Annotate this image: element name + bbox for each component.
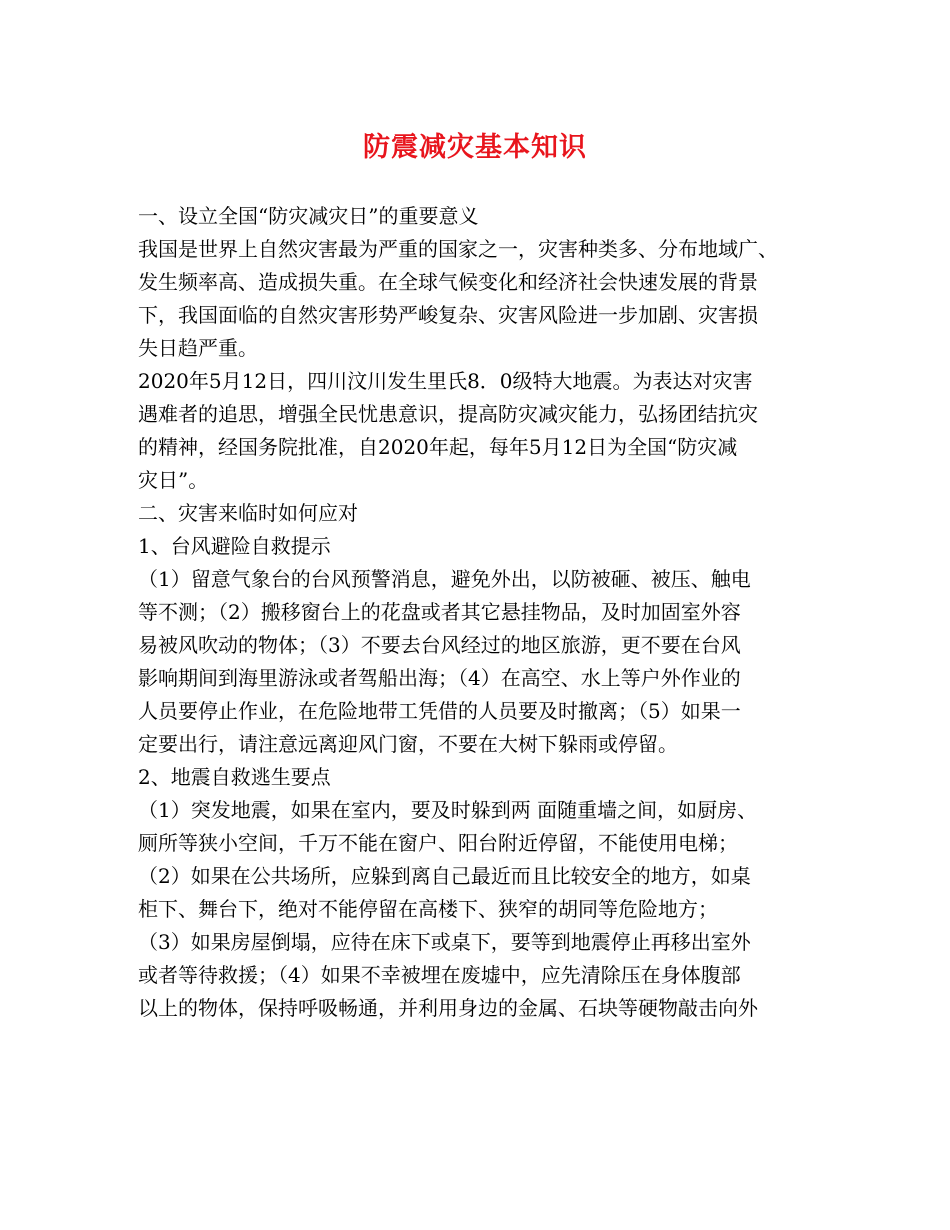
- paragraph-line: 人员要停止作业，在危险地带工凭借的人员要及时撤离；（5）如果一: [138, 699, 741, 723]
- paragraph-line: （1）留意气象台的台风预警消息，避免外出，以防被砸、被压、触电: [138, 567, 751, 591]
- document-body: [138, 200, 818, 1025]
- paragraph-line: （2）如果在公共场所，应躲到离自己最近而且比较安全的地方，如桌: [138, 864, 751, 888]
- subsection-heading: 2、地震自救逃生要点: [138, 765, 331, 789]
- paragraph-line: 等不测；（2）搬移窗台上的花盘或者其它悬挂物品，及时加固室外容: [138, 600, 741, 624]
- paragraph-line: 易被风吹动的物体；（3）不要去台风经过的地区旅游，更不要在台风: [138, 633, 741, 657]
- section-heading: 二、灾害来临时如何应对: [138, 501, 358, 525]
- paragraph-line: 灾日”。: [138, 468, 209, 492]
- paragraph-line: （1）突发地震，如果在室内，要及时躲到两 面随重墙之间，如厨房、: [138, 798, 758, 822]
- paragraph-line: 发生频率高、造成损失重。在全球气候变化和经济社会快速发展的背景: [138, 270, 758, 294]
- section-heading: 一、设立全国“防灾减灾日”的重要意义: [138, 204, 479, 228]
- paragraph-line: 厕所等狭小空间，千万不能在窗户、阳台附近停留，不能使用电梯；: [138, 831, 738, 855]
- paragraph-line: 2020年5月12日，四川汶川发生里氏8．0级特大地震。为表达对灾害: [138, 369, 753, 393]
- subsection-heading: 1、台风避险自救提示: [138, 534, 331, 558]
- paragraph-line: （3）如果房屋倒塌，应待在床下或桌下，要等到地震停止再移出室外: [138, 930, 751, 954]
- paragraph-line: 下，我国面临的自然灾害形势严峻复杂、灾害风险进一步加剧、灾害损: [138, 303, 758, 327]
- paragraph-line: 定要出行，请注意远离迎风门窗，不要在大树下躲雨或停留。: [138, 732, 678, 756]
- paragraph-line: 影响期间到海里游泳或者驾船出海；（4）在高空、水上等户外作业的: [138, 666, 741, 690]
- paragraph-line: 遇难者的追思，增强全民忧患意识，提高防灾减灾能力，弘扬团结抗灾: [138, 402, 758, 426]
- paragraph-line: 柜下、舞台下，绝对不能停留在高楼下、狭窄的胡同等危险地方；: [138, 897, 718, 921]
- document-title: 防震减灾基本知识: [363, 132, 587, 163]
- paragraph-line: 以上的物体，保持呼吸畅通，并利用身边的金属、石块等硬物敲击向外: [138, 996, 758, 1020]
- paragraph-line: 失日趋严重。: [138, 336, 258, 360]
- paragraph-line: 或者等待救援；（4）如果不幸被埋在废墟中，应先清除压在身体腹部: [138, 963, 741, 987]
- paragraph-line: 我国是世界上自然灾害最为严重的国家之一，灾害种类多、分布地域广、: [138, 237, 778, 261]
- paragraph-line: 的精神，经国务院批准，自2020年起，每年5月12日为全国“防灾减: [138, 435, 738, 459]
